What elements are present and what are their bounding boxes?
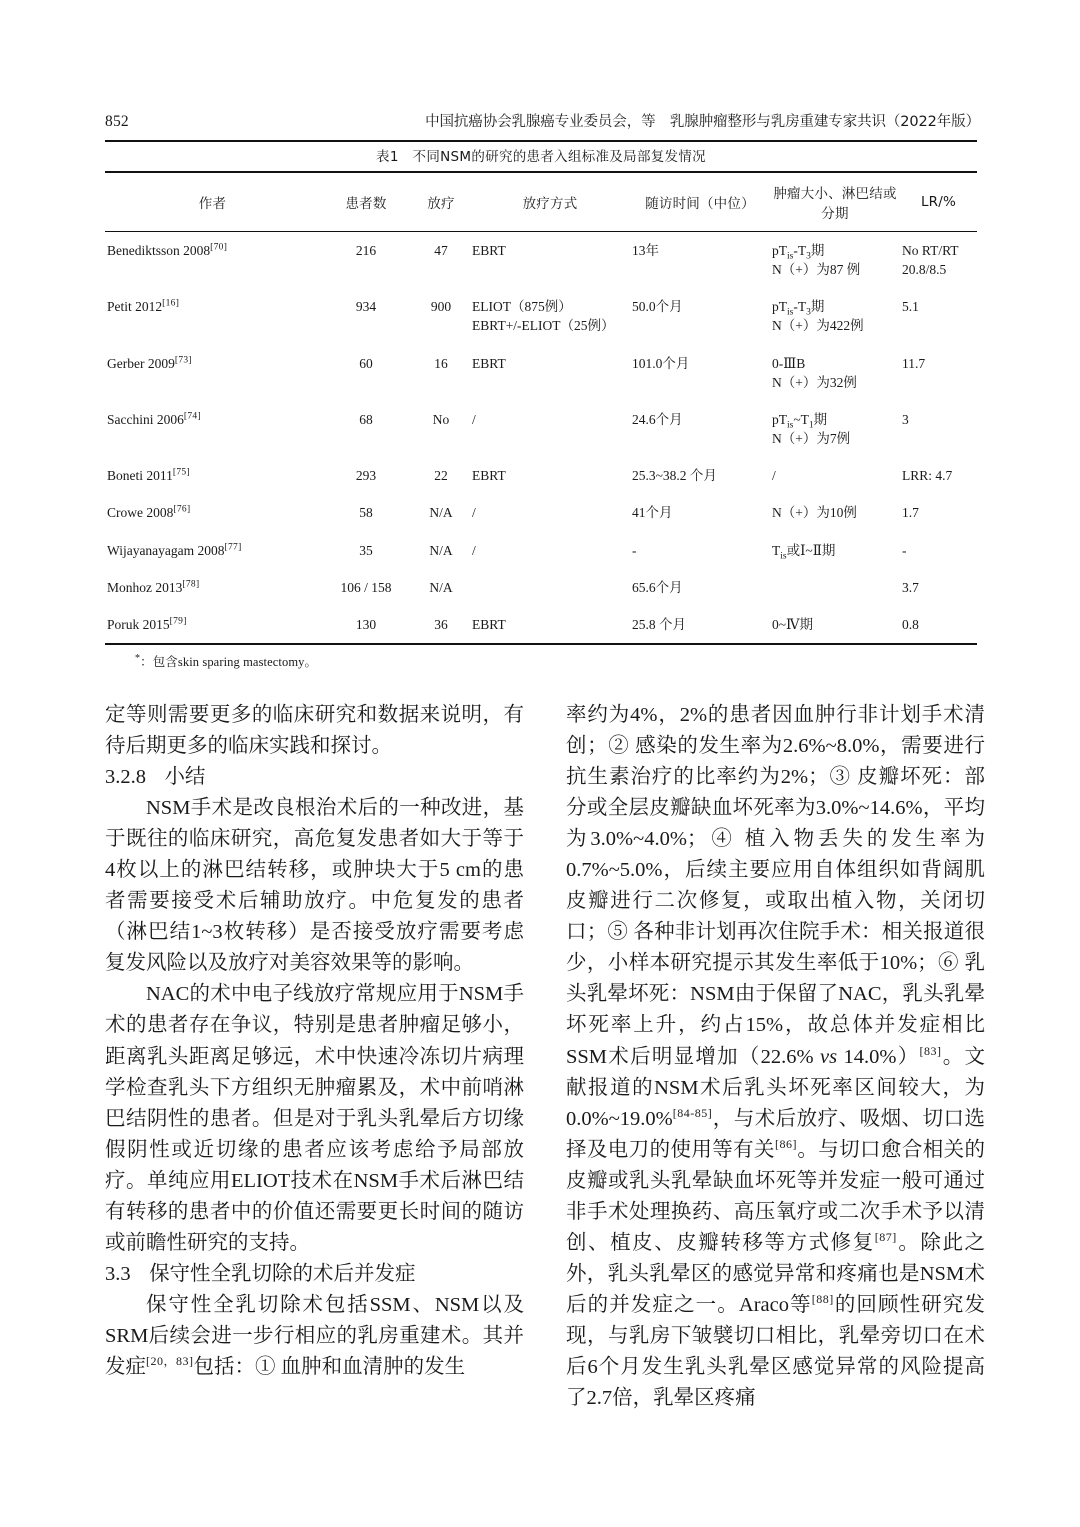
stage-subscript: is	[780, 551, 787, 562]
section-number: 3.3	[105, 1262, 131, 1285]
cell-followup: -	[632, 542, 637, 558]
cell-author	[105, 345, 320, 401]
stage-text: 期	[813, 411, 828, 427]
author-name: Gerber 2009	[107, 355, 175, 371]
cell-line	[772, 541, 898, 560]
cell-line: 11.7	[902, 355, 926, 371]
stage-text: ~T	[793, 411, 809, 427]
section-title: 保守性全乳切除的术后并发症	[149, 1262, 416, 1285]
stage-subscript: is	[787, 420, 794, 431]
cell-line: /	[472, 505, 476, 521]
stage-subscript: 3	[806, 251, 811, 262]
cell-stage	[770, 494, 900, 531]
body-columns	[105, 700, 985, 1414]
stage-text: -T	[793, 299, 807, 315]
citation-ref: [77]	[224, 542, 242, 553]
stage-text: 期	[810, 299, 825, 315]
cell-author	[105, 494, 320, 531]
table-header-row	[105, 173, 977, 231]
cell-line: 20.8/8.5	[902, 262, 947, 278]
table-row	[105, 401, 977, 457]
author-name: Boneti 2011	[107, 468, 173, 484]
table-row	[105, 288, 977, 344]
column-header-stage: 肿瘤大小、淋巴结或分期	[773, 186, 897, 222]
text-run-italic: vs	[820, 1045, 838, 1068]
cell-followup: 65.6个月	[632, 579, 683, 595]
cell-patients: 130	[355, 616, 377, 632]
cell-author	[105, 401, 320, 457]
cell-line	[772, 410, 898, 429]
column-header-author: 作者	[198, 196, 227, 212]
stage-text: pT	[772, 299, 787, 315]
cell-patients: 216	[355, 243, 377, 258]
cell-rt-mode	[470, 288, 630, 344]
cell-local-recurrence	[900, 532, 977, 569]
cell-stage	[770, 606, 900, 643]
text-run: 保守性全乳切除术包括SSM、NSM以及SRM后续会进一步行相应的乳房重建术。其并发症	[105, 1293, 524, 1378]
citation-ref: [75]	[172, 467, 190, 478]
section-title: 小结	[164, 766, 206, 789]
citation-ref: [88]	[811, 1292, 834, 1307]
left-column	[105, 700, 524, 1414]
text-run: 的回顾性研究发现，与乳房下皱襞切口相比，乳晕旁切口在术后6个月发生乳头乳晕区感觉异常的风险提高了2.7倍，乳晕区疼痛	[566, 1293, 985, 1410]
cell-radiotherapy: 22	[434, 468, 448, 484]
stage-text: N（+）为10例	[772, 505, 857, 521]
cell-radiotherapy: No	[432, 411, 450, 427]
citation-ref: [74]	[183, 411, 201, 422]
text-run: 。与切口愈合相关的皮瓣或乳头乳晕缺血坏死等并发症一般可通过非手术处理换药、高压氧疗或二次手术予以清创、植皮、皮瓣转移等方式修复	[566, 1138, 986, 1254]
stage-text: pT	[772, 411, 787, 427]
cell-radiotherapy: 900	[430, 299, 452, 315]
column-header-rt: 放疗	[427, 196, 455, 212]
cell-line	[772, 354, 898, 373]
paragraph-complications-detail	[566, 700, 985, 1414]
text-run: 率约为4%，2%的患者因血肿行非计划手术清创；② 感染的发生率为2.6%~8.0%，需要进行抗生素治疗的比率约为2%；③ 皮瓣坏死：部分或全层皮瓣缺血坏死率为3.0%~14.6%，平均为3.0%~4.0%；④ 植入物丢失的发生率为0.7%~5.0%，后续主要应用自体组织如背阔肌皮瓣进行二次修复，或取出植入物，关闭切口；⑤ 各种非计划再次住院手术：相关报道很少，小样本研究提示其发生率低于10%；⑥ 乳头乳晕坏死：NSM由于保留了NAC，乳头乳晕坏死率上升，约占15%，故总体并发症相比SSM术后明显增加（22.6%	[566, 704, 985, 1068]
table-row	[105, 569, 977, 606]
cell-author	[105, 288, 320, 344]
citation-ref: [76]	[173, 504, 191, 515]
citation-ref: [84-85]	[672, 1105, 713, 1120]
cell-line: N（+）为7例	[772, 431, 851, 447]
cell-author	[105, 232, 320, 288]
citation-ref: [78]	[182, 579, 200, 590]
stage-text: 0-ⅢB	[772, 355, 806, 371]
column-header-mode: 放疗方式	[522, 196, 578, 212]
cell-patients: 293	[355, 468, 377, 484]
cell-followup: 25.8 个月	[632, 616, 686, 632]
cell-followup: 24.6个月	[632, 411, 683, 427]
table-row	[105, 494, 977, 531]
page-number: 852	[105, 113, 129, 130]
cell-line: EBRT	[472, 468, 506, 484]
table-footnote	[105, 645, 977, 670]
table-body	[105, 232, 977, 643]
cell-patients: 35	[359, 542, 373, 558]
author-name: Crowe 2008	[107, 505, 174, 521]
cell-line: 3	[902, 411, 909, 427]
stage-text: pT	[772, 243, 787, 258]
stage-subscript: is	[787, 308, 794, 318]
cell-line: /	[472, 542, 476, 558]
cell-author	[105, 457, 320, 494]
citation-ref: [70]	[210, 242, 228, 253]
cell-line	[772, 503, 898, 522]
cell-line: N（+）为87 例	[772, 262, 861, 278]
stage-text: 0~Ⅳ期	[772, 616, 814, 632]
cell-followup: 41个月	[632, 505, 673, 521]
cell-line: EBRT	[472, 616, 506, 632]
cell-followup: 101.0个月	[632, 355, 690, 371]
cell-rt-mode	[470, 606, 630, 643]
cell-line: 3.7	[902, 579, 919, 595]
cell-stage	[770, 401, 900, 457]
cell-patients: 60	[359, 355, 373, 371]
cell-stage	[770, 457, 900, 494]
cell-radiotherapy: N/A	[429, 542, 453, 558]
running-head-title: 中国抗癌协会乳腺癌专业委员会，等 乳腺肿瘤整形与乳房重建专家共识（2022年版）	[425, 114, 980, 130]
cell-line	[772, 241, 898, 260]
text-run: ，与术后放疗、吸烟、切口选择及电刀的使用等有关	[566, 1107, 985, 1161]
table-row	[105, 606, 977, 643]
paragraph-continued: 定等则需要更多的临床研究和数据来说明，有待后期更多的临床实践和探讨。	[105, 704, 524, 758]
cell-line: LRR: 4.7	[902, 468, 953, 484]
citation-ref: [73]	[174, 355, 192, 366]
cell-author	[105, 569, 320, 606]
table-caption: 表1 不同NSM的研究的患者入组标准及局部复发情况	[376, 149, 706, 165]
stage-subscript: 3	[806, 308, 811, 318]
cell-stage	[770, 288, 900, 344]
section-number: 3.2.8	[105, 766, 146, 789]
author-name: Benediktsson 2008	[107, 243, 211, 258]
author-name: Monhoz 2013	[107, 579, 183, 595]
citation-ref: [16]	[162, 298, 180, 309]
cell-radiotherapy: N/A	[429, 579, 453, 595]
cell-rt-mode	[470, 532, 630, 569]
cell-line: -	[902, 542, 907, 558]
cell-line: 1.7	[902, 505, 919, 521]
cell-rt-mode	[470, 569, 630, 606]
cell-radiotherapy: N/A	[429, 505, 453, 521]
cell-patients: 106 / 158	[340, 579, 392, 595]
citation-ref: [86]	[774, 1136, 797, 1151]
stage-text: 期	[810, 243, 825, 258]
cell-radiotherapy: 16	[434, 355, 448, 371]
cell-radiotherapy: 47	[434, 243, 448, 258]
author-name: Poruk 2015	[107, 616, 170, 632]
cell-local-recurrence	[900, 288, 977, 344]
stage-text: 或Ⅰ~Ⅱ期	[786, 542, 836, 558]
cell-line: EBRT	[472, 243, 506, 258]
cell-local-recurrence	[900, 401, 977, 457]
table-head	[105, 173, 977, 231]
cell-patients: 68	[359, 411, 373, 427]
cell-line: EBRT+/-ELIOT（25例）	[472, 318, 615, 334]
citation-ref: [83]	[919, 1043, 942, 1058]
cell-followup: 13年	[632, 243, 659, 258]
paragraph-nac-eliot: NAC的术中电子线放疗常规应用于NSM手术的患者存在争议，特别是患者肿瘤足够小，距离乳头距离足够远，术中快速冷冻切片病理学检查乳头下方组织无肿瘤累及，术中前哨淋巴结阴性的患者。但是对于乳头乳晕后方切缘假阴性或近切缘的患者应该考虑给予局部放疗。单纯应用ELIOT技术在NSM手术后淋巴结有转移的患者中的价值还需要更长时间的随访或前瞻性研究的支持。	[105, 983, 524, 1254]
cell-author	[105, 532, 320, 569]
cell-line	[772, 615, 898, 634]
cell-rt-mode	[470, 457, 630, 494]
cell-rt-mode	[470, 401, 630, 457]
citation-ref: [79]	[169, 616, 187, 627]
cell-local-recurrence	[900, 345, 977, 401]
footnote-text: ：包含skin sparing mastectomy。	[140, 655, 318, 670]
table-row	[105, 457, 977, 494]
text-run: 。文献报道的NSM术后乳头坏死率区间较大，为0.0%~19.0%	[566, 1045, 986, 1130]
cell-line: EBRT	[472, 355, 506, 371]
cell-patients: 934	[355, 299, 377, 315]
cell-line: N（+）为422例	[772, 318, 864, 334]
table-row	[105, 345, 977, 401]
stage-text: T	[772, 542, 781, 558]
text-run: 14.0%）	[837, 1045, 920, 1068]
cell-followup: 25.3~38.2 个月	[632, 468, 717, 484]
cell-local-recurrence	[900, 606, 977, 643]
cell-local-recurrence	[900, 457, 977, 494]
cell-patients: 58	[359, 505, 373, 521]
citation-ref: [20，83]	[146, 1354, 194, 1369]
cell-line: 5.1	[902, 299, 919, 315]
section-heading-3-3	[105, 1259, 524, 1290]
table-1	[105, 140, 977, 670]
author-name: Wijayanayagam 2008	[107, 542, 225, 558]
cell-local-recurrence	[900, 494, 977, 531]
paragraph-complications-intro	[105, 1290, 524, 1383]
cell-rt-mode	[470, 232, 630, 288]
right-column	[566, 700, 985, 1414]
stage-subscript: 1	[808, 420, 814, 431]
cell-stage	[770, 345, 900, 401]
author-name: Petit 2012	[107, 299, 163, 315]
cell-line: ELIOT（875例）	[472, 299, 572, 315]
cell-local-recurrence	[900, 569, 977, 606]
table-row	[105, 532, 977, 569]
cell-stage	[770, 569, 900, 606]
column-header-followup: 随访时间（中位）	[645, 196, 755, 212]
cell-stage	[770, 232, 900, 288]
cell-line	[772, 466, 898, 485]
cell-line: N（+）为32例	[772, 374, 857, 390]
section-heading-3-2-8	[105, 762, 524, 793]
text-run: 包括：① 血肿和血清肿的发生	[193, 1355, 466, 1378]
stage-text: /	[772, 468, 776, 484]
text-run: 。除此之外，乳头乳晕区的感觉异常和疼痛也是NSM术后的并发症之一。Araco等	[566, 1231, 986, 1316]
cell-line	[772, 297, 898, 316]
stage-subscript: is	[787, 251, 794, 262]
cell-followup: 50.0个月	[632, 299, 683, 315]
cell-line: 0.8	[902, 616, 919, 632]
cell-author	[105, 606, 320, 643]
citation-ref: [87]	[874, 1229, 897, 1244]
table-row	[105, 232, 977, 288]
cell-line: /	[472, 411, 476, 427]
cell-rt-mode	[470, 494, 630, 531]
column-header-lr: LR/%	[920, 194, 957, 210]
author-name: Sacchini 2006	[107, 411, 184, 427]
column-header-patients: 患者数	[345, 196, 387, 212]
cell-local-recurrence	[900, 232, 977, 288]
stage-text: -T	[793, 243, 807, 258]
running-head	[105, 110, 980, 134]
paragraph-nsm-summary: NSM手术是改良根治术后的一种改进，基于既往的临床研究，高危复发患者如大于等于4枚以上的淋巴结转移，或肿块大于5 cm的患者需要接受术后辅助放疗。中危复发的患者（淋巴结1~3枚转移）是否接受放疗需要考虑复发风险以及放疗对美容效果等的影响。	[105, 797, 524, 975]
cell-rt-mode	[470, 345, 630, 401]
footnote-marker: *	[135, 652, 141, 664]
cell-line: No RT/RT	[902, 243, 959, 258]
cell-stage	[770, 532, 900, 569]
cell-radiotherapy: 36	[434, 616, 448, 632]
